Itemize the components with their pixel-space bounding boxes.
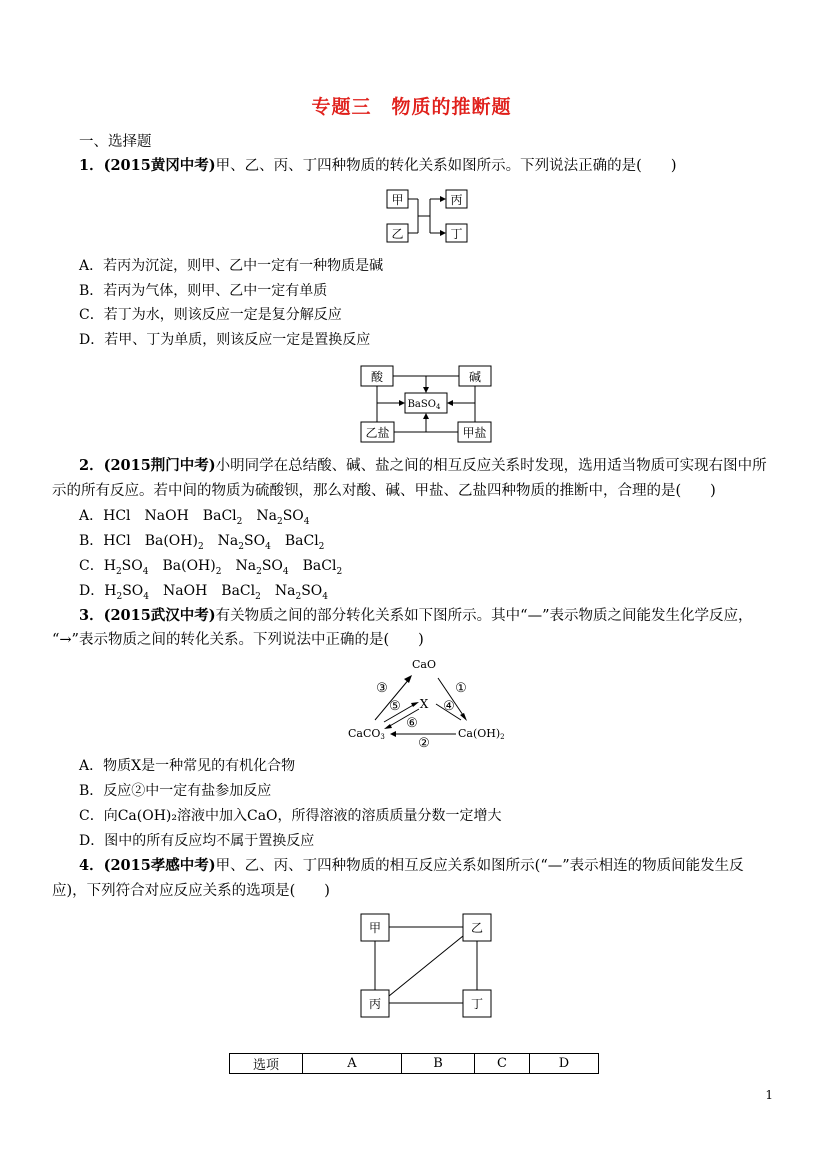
table-header-cell: B xyxy=(402,1054,475,1074)
q4-label-c: 丙 xyxy=(368,997,382,1011)
q4-stem-line2: 应)，下列符合对应反应关系的选项是( ) xyxy=(52,883,330,899)
table-row xyxy=(230,1054,599,1074)
q1-option-c: C．若丁为水，则该反应一定是复分解反应 xyxy=(79,307,342,323)
q2-label-salt-jia: 甲盐 xyxy=(462,426,487,440)
q3-label-center: X xyxy=(419,697,429,711)
table-header-cell: C xyxy=(475,1054,530,1074)
q3-num-3: ③ xyxy=(376,681,388,696)
q1-label-b: 乙 xyxy=(391,227,404,241)
q4-diagram xyxy=(356,910,496,1022)
q3-diagram xyxy=(340,652,510,748)
q3-num-5: ⑤ xyxy=(389,699,401,714)
q1-label-d: 丁 xyxy=(450,227,463,241)
q2-stem-line2: 示的所有反应。若中间的物质为硫酸钡，那么对酸、碱、甲盐、乙盐四种物质的推断中，合理的是( ) xyxy=(52,483,716,499)
q3-label-top: CaO xyxy=(412,658,436,671)
section-heading: 一、选择题 xyxy=(79,134,152,150)
q2-option-a: A．HCl NaOH BaCl$_2$ $Na_2SO_4$ xyxy=(79,508,310,527)
q1-number: 1． xyxy=(79,157,104,174)
q2-option-b: B．HCl $Ba(OH)_2$ $Na_2SO_4$ BaCl$_2$ xyxy=(79,533,325,552)
q1-option-a: A．若丙为沉淀，则甲、乙中一定有一种物质是碱 xyxy=(79,258,384,274)
table-header-cell: A xyxy=(303,1054,402,1074)
q2-diagram xyxy=(358,362,496,446)
q4-label-a: 甲 xyxy=(368,921,382,935)
q2-option-c: C．$H_2SO_4$ $Ba(OH)_2$ $Na_2SO_4$ BaCl$_2$ xyxy=(79,558,343,577)
q3-num-1: ① xyxy=(455,681,467,696)
q2-label-acid: 酸 xyxy=(370,370,384,384)
q4-label-d: 丁 xyxy=(470,997,484,1011)
q2-option-d: D．$H_2SO_4$ NaOH BaCl$_2$ $Na_2SO_4$ xyxy=(79,583,328,602)
q3-option-c: C．向Ca(OH)₂溶液中加入CaO，所得溶液的溶质质量分数一定增大 xyxy=(79,808,502,824)
q3-option-d: D．图中的所有反应均不属于置换反应 xyxy=(79,833,315,849)
page-title: 专题三 物质的推断题 xyxy=(311,96,512,118)
table-header-cell: 选项 xyxy=(230,1054,303,1074)
q2-source: (2015荆门中考) xyxy=(103,457,216,474)
q3-label-right: Ca(OH)2 xyxy=(458,727,505,741)
q2-stem-line1: 小明同学在总结酸、碱、盐之间的相互反应关系时发现，选用适当物质可实现右图中所 xyxy=(215,458,767,474)
q4-label-b: 乙 xyxy=(470,921,484,935)
q4-stem-line1: 甲、乙、丙、丁四种物质的相互反应关系如图所示(“—”表示相连的物质间能发生反 xyxy=(215,858,744,874)
q1-stem: 甲、乙、丙、丁四种物质的转化关系如图所示。下列说法正确的是( ) xyxy=(215,158,677,174)
q2-label-salt-yi: 乙盐 xyxy=(365,426,390,440)
q3-num-6: ⑥ xyxy=(406,716,418,731)
q1-source: (2015黄冈中考) xyxy=(103,157,216,174)
q2-label-center: BaSO$_4$ xyxy=(407,399,441,411)
page-number: 1 xyxy=(765,1088,773,1102)
q1-label-a: 甲 xyxy=(391,193,404,207)
q3-stem-line1: 有关物质之间的部分转化关系如下图所示。其中“—”表示物质之间能发生化学反应， xyxy=(215,608,753,624)
q4-source: (2015孝感中考) xyxy=(103,857,216,874)
q1-label-c: 丙 xyxy=(450,193,463,207)
q3-option-a: A．物质X是一种常见的有机化合物 xyxy=(79,758,296,774)
q3-label-left: CaCO3 xyxy=(348,727,385,741)
question-3 xyxy=(79,606,753,626)
question-4 xyxy=(79,856,744,876)
q1-option-b: B．若丙为气体，则甲、乙中一定有单质 xyxy=(79,283,328,299)
q3-source: (2015武汉中考) xyxy=(103,607,216,624)
q4-answer-table xyxy=(229,1053,599,1074)
q3-option-b: B．反应②中一定有盐参加反应 xyxy=(79,783,272,799)
q4-number: 4． xyxy=(79,857,104,874)
q3-number: 3． xyxy=(79,607,104,624)
table-header-cell: D xyxy=(530,1054,599,1074)
q1-diagram xyxy=(380,183,475,245)
q2-number: 2． xyxy=(79,457,104,474)
q1-option-d: D．若甲、丁为单质，则该反应一定是置换反应 xyxy=(79,332,371,348)
q2-label-base: 碱 xyxy=(468,370,482,384)
q3-num-2: ② xyxy=(418,736,430,748)
q3-num-4: ④ xyxy=(443,699,455,714)
question-2 xyxy=(79,456,767,476)
q3-stem-line2: “→”表示物质之间的转化关系。下列说法中正确的是( ) xyxy=(52,632,424,648)
question-1 xyxy=(79,156,676,176)
